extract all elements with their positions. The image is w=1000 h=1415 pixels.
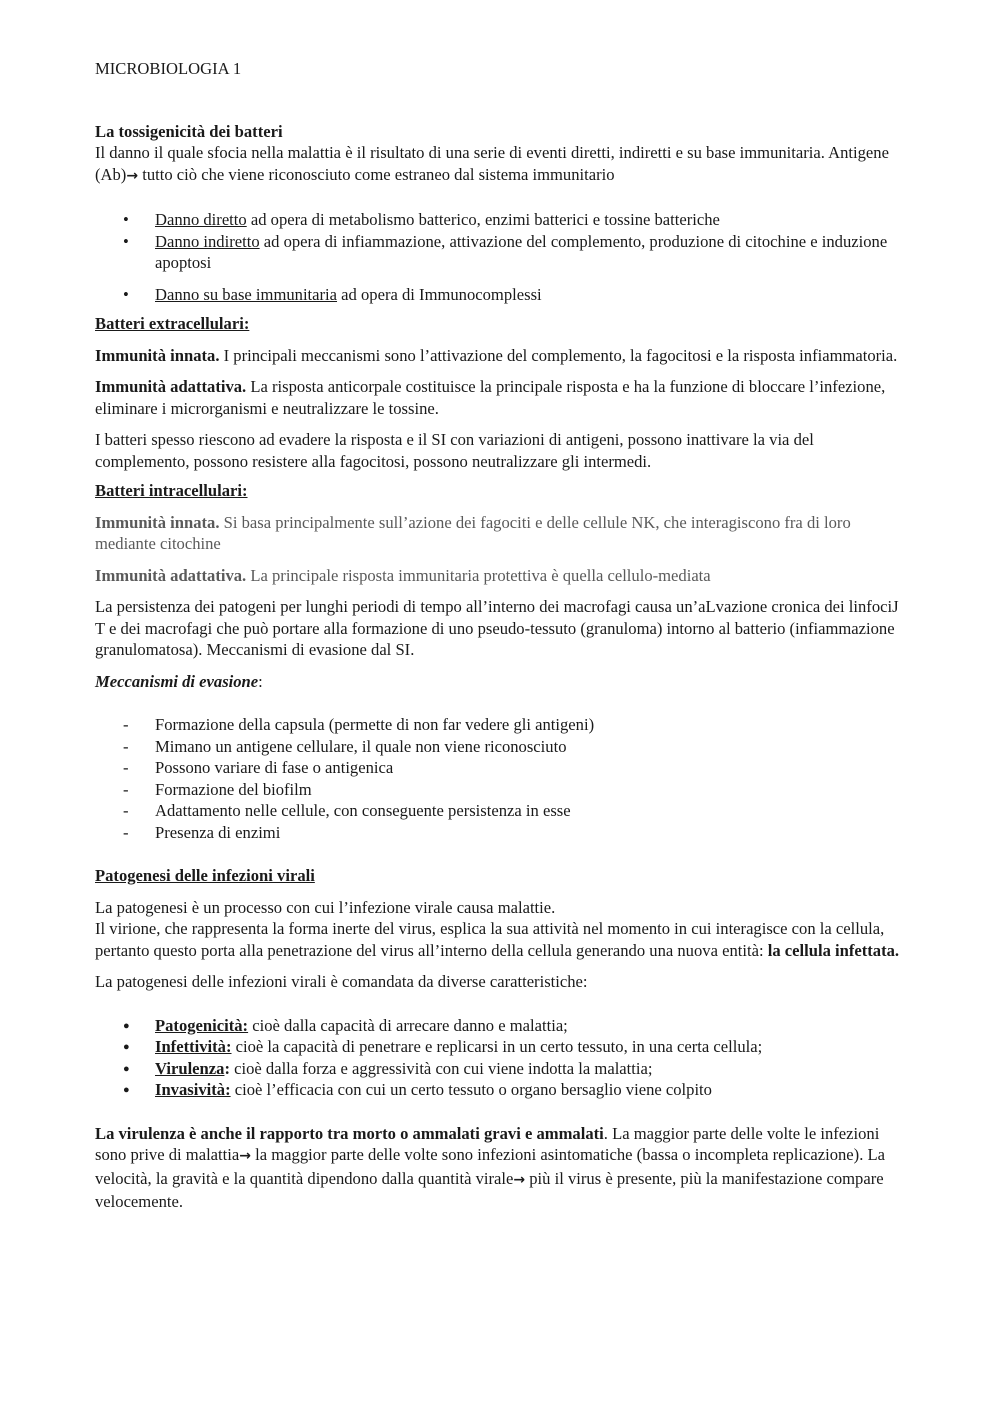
- list-item: ● Virulenza: cioè dalla forza e aggressività con cui viene indotta la malattia;: [95, 1058, 910, 1080]
- dash-icon: [123, 822, 143, 844]
- danno-list: [95, 209, 910, 305]
- paragraph-adattativa-intra: Immunità adattativa. La principale risposta immunitaria protettiva è quella cellulo-mediata: [95, 565, 711, 585]
- list-item: ● Patogenicità: cioè dalla capacità di arrecare danno e malattia;: [95, 1015, 910, 1037]
- paragraph-innata-extra: Immunità innata. I principali meccanismi sono l’attivazione del complemento, la fagocitosi e la risposta infiammatoria.: [95, 345, 898, 365]
- list-item: - Adattamento nelle cellule, con conseguente persistenza in esse: [95, 800, 910, 822]
- caratteristiche-list: [95, 1015, 910, 1101]
- page-header: MICROBIOLOGIA 1: [95, 59, 242, 78]
- dash-icon: [123, 757, 143, 779]
- paragraph-virulenza: La virulenza è anche il rapporto tra morto o ammalati gravi e ammalati. La maggior parte delle volte le infezioni sono prive di malattia→ la maggior parte delle volte sono infezioni asintomatiche (bassa o incompleta replicazione). La velocità, la gravità e la quantità dipendono dalla quantità virale→ più il virus è presente, più la manifestazione compare velocemente.: [95, 1123, 885, 1211]
- paragraph-innata-intra: Immunità innata. Si basa principalmente sull’azione dei fagociti e delle cellule NK, che interagiscono fra di loro mediante citochine: [95, 512, 851, 553]
- list-item: • Danno indiretto ad opera di infiammazione, attivazione del complemento, produzione di citochine e induzione apoptosi: [95, 231, 910, 274]
- list-item: - Formazione del biofilm: [95, 779, 910, 801]
- arrow-icon: →: [513, 1171, 526, 1188]
- evasione-list: [95, 714, 910, 843]
- dash-icon: [123, 779, 143, 801]
- bullet-icon: [123, 231, 143, 253]
- list-item: - Formazione della capsula (permette di non far vedere gli antigeni): [95, 714, 910, 736]
- list-item: ● Infettività: cioè la capacità di penetrare e replicarsi in un certo tessuto, in una certa cellula;: [95, 1036, 910, 1058]
- section-title-patogenesi: Patogenesi delle infezioni virali: [95, 866, 315, 885]
- paragraph-patogenesi-a: La patogenesi è un processo con cui l’infezione virale causa malattie.: [95, 897, 556, 917]
- list-item: - Mimano un antigene cellulare, il quale non viene riconosciuto: [95, 736, 910, 758]
- list-item: • Danno diretto ad opera di metabolismo batterico, enzimi batterici e tossine batteriche: [95, 209, 910, 231]
- paragraph-persistenza: La persistenza dei patogeni per lunghi periodi di tempo all’interno dei macrofagi causa un’aLvazione cronica dei linfociJ T e dei macrofagi che può portare alla formazione di uno pseudo-tessuto (granuloma) intorno al batterio (infiammazione granulomatosa). Meccanismi di evasione dal SI.: [95, 597, 899, 659]
- list-item: - Possono variare di fase o antigenica: [95, 757, 910, 779]
- list-item: - Presenza di enzimi: [95, 822, 910, 844]
- paragraph-danno: Il danno il quale sfocia nella malattia è il risultato di una serie di eventi diretti, indiretti e su base immunitaria. Antigene (Ab)→ tutto ciò che viene riconosciuto come estraneo dal sistema immunitario: [95, 143, 889, 184]
- section-title-tossigenicita: La tossigenicità dei batteri: [95, 121, 283, 141]
- bullet-icon: [123, 209, 143, 231]
- paragraph-virione: Il virione, che rappresenta la forma inerte del virus, esplica la sua attività nel momento in cui interagisce con la cellula, pertanto questo porta alla penetrazione del virus all’interno della cellula generando una nuova entità: la cellula infettata.: [95, 919, 900, 960]
- dash-icon: [123, 800, 143, 822]
- dash-icon: [123, 736, 143, 758]
- document-page: [95, 58, 910, 1213]
- arrow-icon: →: [239, 1148, 251, 1164]
- paragraph-caratteristiche: La patogenesi delle infezioni virali è comandata da diverse caratteristiche:: [95, 972, 588, 991]
- paragraph-evasione-extra: I batteri spesso riescono ad evadere la risposta e il SI con variazioni di antigeni, possono inattivare la via del complemento, possono resistere alla fagocitosi, possono neutralizzare gli intermedi.: [95, 430, 814, 471]
- section-title-extracellulari: Batteri extracellulari:: [95, 314, 250, 333]
- arrow-icon: →: [126, 167, 139, 184]
- paragraph-adattativa-extra: Immunità adattativa. La risposta anticorpale costituisce la principale risposta e ha la funzione di bloccare l’infezione, eliminare i microrganismi e neutralizzare le tossine.: [95, 377, 886, 418]
- list-item: ● Invasività: cioè l’efficacia con cui un certo tessuto o organo bersaglio viene colpito: [95, 1079, 910, 1101]
- list-item: • Danno su base immunitaria ad opera di Immunocomplessi: [95, 284, 910, 306]
- bullet-icon: [123, 1079, 143, 1104]
- dash-icon: [123, 714, 143, 736]
- bullet-icon: [123, 284, 143, 306]
- meccanismi-heading: Meccanismi di evasione:: [95, 671, 263, 691]
- section-title-intracellulari: Batteri intracellulari:: [95, 481, 248, 500]
